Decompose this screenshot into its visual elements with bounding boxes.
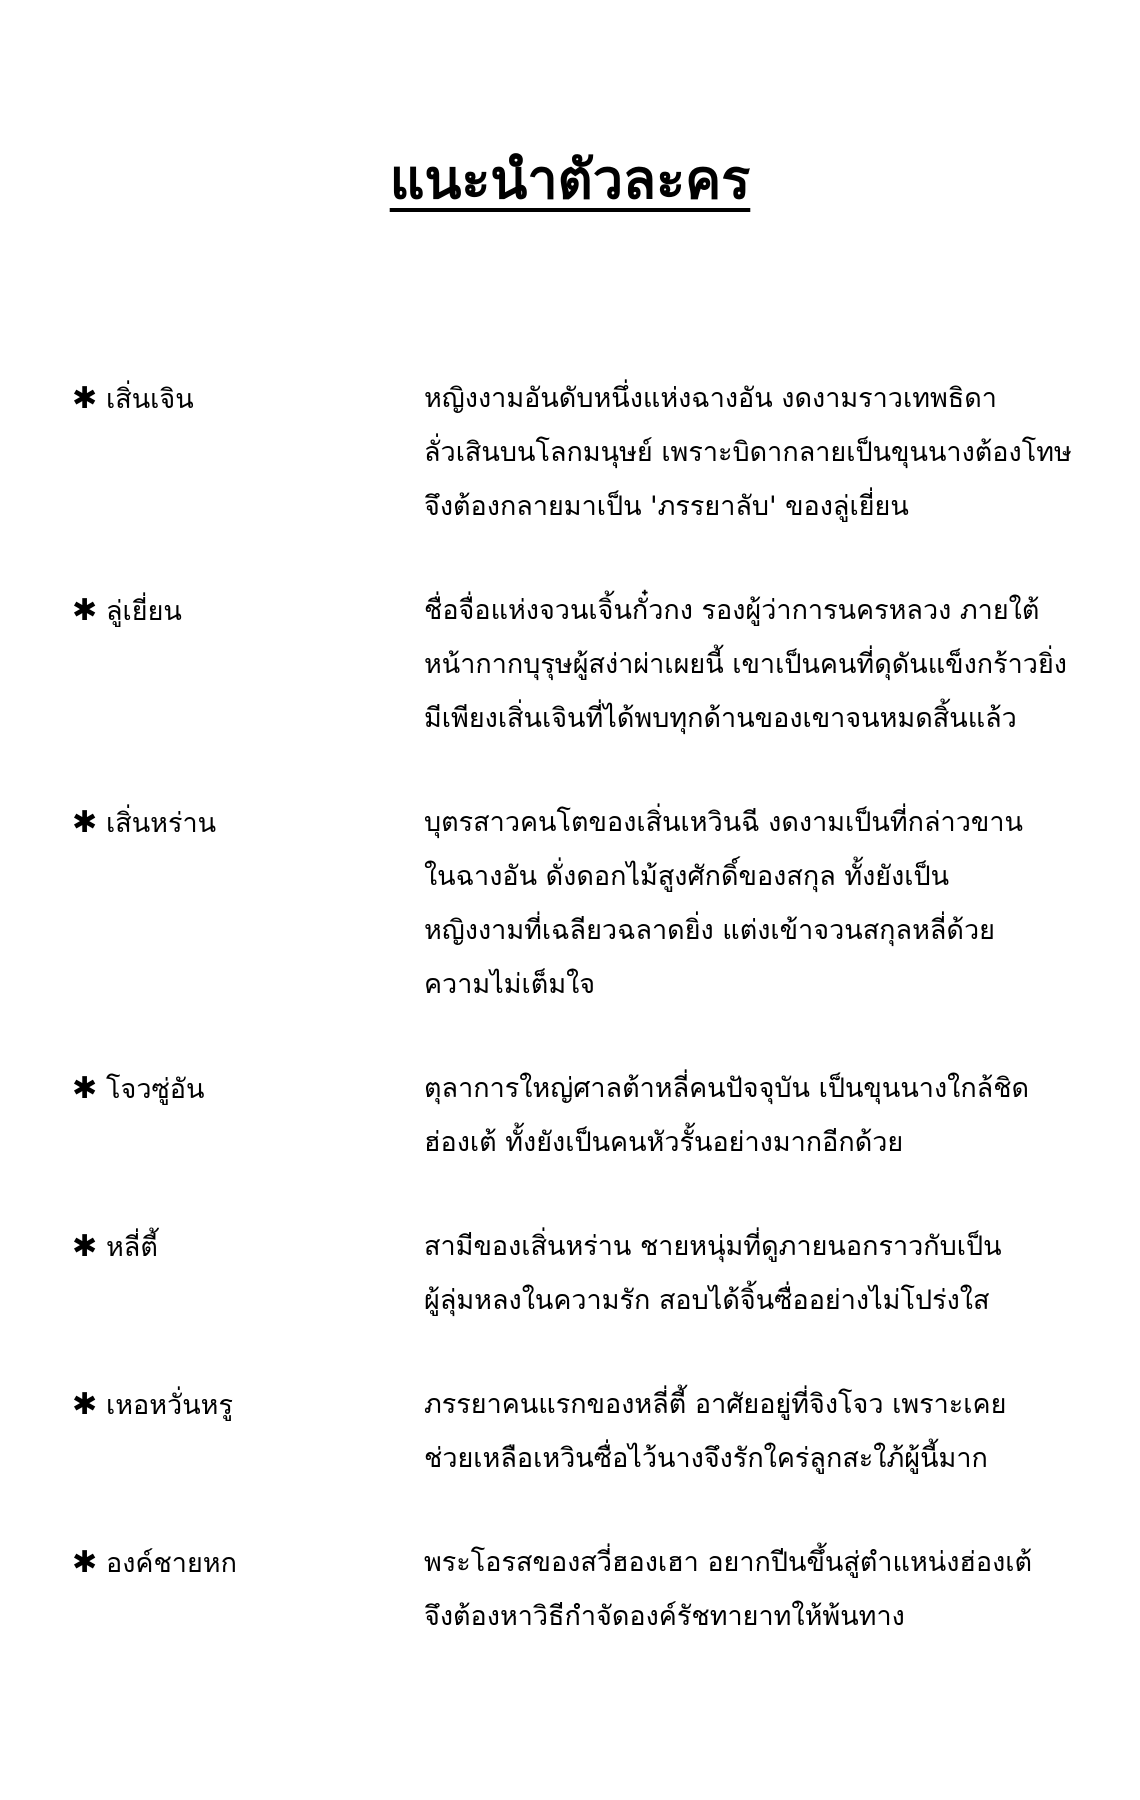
character-entry — [72, 1536, 1082, 1644]
character-description — [424, 1062, 1082, 1170]
character-name — [72, 1378, 424, 1433]
asterisk-bullet-icon: ✱ — [72, 381, 98, 416]
character-name — [72, 584, 424, 639]
character-entry — [72, 1220, 1082, 1328]
character-list — [72, 372, 1082, 1694]
character-description — [424, 1378, 1082, 1486]
character-name-text: ลู่เยี่ยน — [106, 596, 182, 627]
description-line: ภรรยาคนแรกของหลี่ตี้ อาศัยอยู่ที่จิงโจว เพราะเคย — [424, 1389, 1007, 1420]
asterisk-bullet-icon: ✱ — [72, 1071, 98, 1106]
description-line: ฮ่องเต้ ทั้งยังเป็นคนหัวรั้นอย่างมากอีกด้วย — [424, 1127, 904, 1158]
description-line: ลั่วเสินบนโลกมนุษย์ เพราะบิดากลายเป็นขุนนางต้องโทษ — [424, 437, 1072, 468]
character-name-text: โจวซู่อัน — [106, 1074, 205, 1105]
description-line: หญิงงามอันดับหนึ่งแห่งฉางอัน งดงามราวเทพธิดา — [424, 383, 997, 414]
character-description — [424, 1220, 1082, 1328]
character-name — [72, 796, 424, 851]
character-name — [72, 1536, 424, 1591]
asterisk-bullet-icon: ✱ — [72, 1545, 98, 1580]
character-name-text: เสิ่นหร่าน — [106, 808, 217, 839]
asterisk-bullet-icon: ✱ — [72, 1229, 98, 1264]
character-description — [424, 584, 1082, 746]
description-line: ความไม่เต็มใจ — [424, 969, 596, 1000]
character-name — [72, 1062, 424, 1117]
character-description — [424, 796, 1082, 1012]
page-title — [0, 148, 1140, 213]
description-line: หญิงงามที่เฉลียวฉลาดยิ่ง แต่งเข้าจวนสกุลหลี่ด้วย — [424, 915, 995, 946]
character-name — [72, 372, 424, 427]
description-line: จึงต้องกลายมาเป็น 'ภรรยาลับ' ของลู่เยี่ยน — [424, 491, 909, 522]
character-name-text: เสิ่นเจิน — [106, 384, 194, 415]
description-line: ช่วยเหลือเหวินซื่อไว้นางจึงรักใคร่ลูกสะใภ้ผู้นี้มาก — [424, 1443, 988, 1474]
character-entry — [72, 1062, 1082, 1170]
description-line: หน้ากากบุรุษผู้สง่าผ่าเผยนี้ เขาเป็นคนที่ดุดันแข็งกร้าวยิ่ง — [424, 649, 1067, 680]
character-name-text: องค์ชายหก — [106, 1548, 237, 1579]
asterisk-bullet-icon: ✱ — [72, 1387, 98, 1422]
asterisk-bullet-icon: ✱ — [72, 805, 98, 840]
character-entry — [72, 584, 1082, 746]
character-entry — [72, 1378, 1082, 1486]
description-line: ชื่อจื่อแห่งจวนเจิ้นกั๋วกง รองผู้ว่าการนครหลวง ภายใต้ — [424, 595, 1040, 626]
character-entry — [72, 372, 1082, 534]
character-description — [424, 372, 1082, 534]
character-name-text: หลี่ตี้ — [106, 1232, 158, 1263]
description-line: สามีของเสิ่นหร่าน ชายหนุ่มที่ดูภายนอกราวกับเป็น — [424, 1231, 1002, 1262]
character-description — [424, 1536, 1082, 1644]
description-line: ผู้ลุ่มหลงในความรัก สอบได้จิ้นซื่ออย่างไม่โปร่งใส — [424, 1285, 990, 1316]
description-line: จึงต้องหาวิธีกำจัดองค์รัชทายาทให้พ้นทาง — [424, 1601, 905, 1632]
description-line: บุตรสาวคนโตของเสิ่นเหวินฉี งดงามเป็นที่กล่าวขาน — [424, 807, 1023, 838]
description-line: ตุลาการใหญ่ศาลต้าหลี่คนปัจจุบัน เป็นขุนนางใกล้ชิด — [424, 1073, 1030, 1104]
description-line: ในฉางอัน ดั่งดอกไม้สูงศักดิ์ของสกุล ทั้งยังเป็น — [424, 861, 950, 892]
character-entry — [72, 796, 1082, 1012]
page-title-text: แนะนำตัวละคร — [389, 148, 751, 211]
character-name — [72, 1220, 424, 1275]
asterisk-bullet-icon: ✱ — [72, 593, 98, 628]
description-line: พระโอรสของสวี่ฮองเฮา อยากปีนขึ้นสู่ตำแหน่งฮ่องเต้ — [424, 1547, 1033, 1578]
character-name-text: เหอหวั่นหรู — [106, 1390, 233, 1421]
description-line: มีเพียงเสิ่นเจินที่ได้พบทุกด้านของเขาจนหมดสิ้นแล้ว — [424, 703, 1017, 734]
